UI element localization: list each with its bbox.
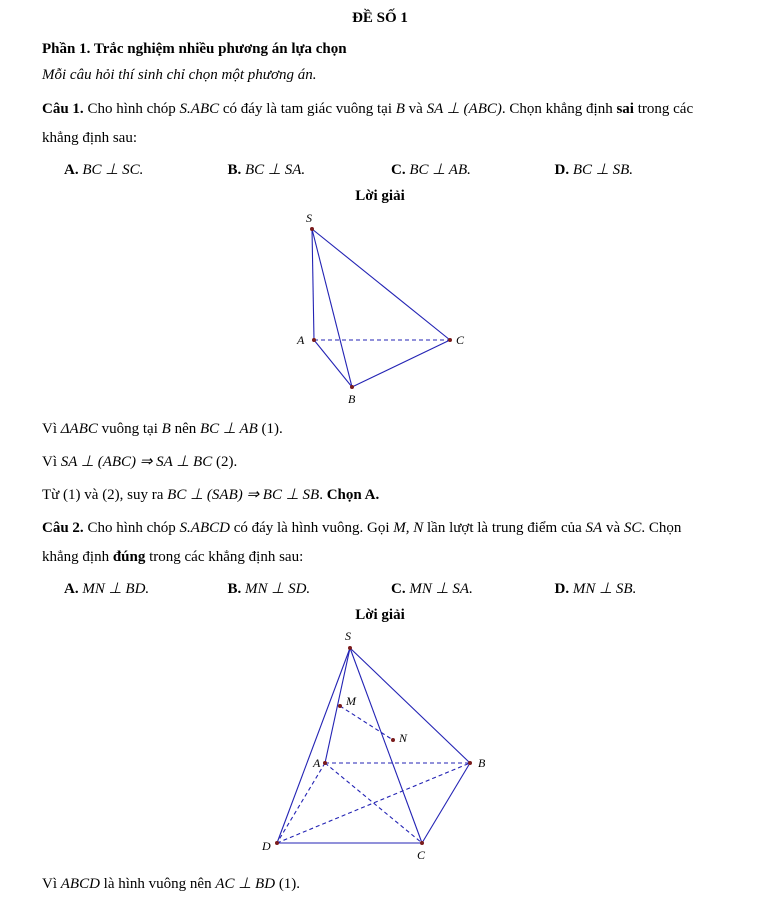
text-run: Vì: [42, 454, 61, 470]
text-run: và: [602, 520, 624, 536]
math-run: ΔABC: [60, 421, 98, 437]
text-run: (2).: [212, 454, 238, 470]
q1-stem: [42, 95, 718, 153]
vertex-label-s: S: [306, 211, 312, 225]
option-letter: B.: [227, 581, 246, 597]
emphasis-run: đúng: [112, 549, 146, 565]
edge-sa: [312, 229, 314, 340]
option-math: BC ⊥ SC.: [82, 162, 144, 178]
vertex-dot-b: [468, 761, 472, 765]
vertex-label-s: S: [345, 629, 351, 643]
text-run: nên: [170, 421, 200, 437]
q2-stem: [42, 514, 718, 572]
math-run: B: [161, 421, 171, 437]
vertex-dot-d: [275, 841, 279, 845]
q1-label: Câu 1.: [42, 101, 84, 117]
option-math: MN ⊥ SB.: [572, 581, 637, 597]
math-run: SA ⊥ (ABC): [426, 101, 502, 117]
text-run: Vì: [42, 876, 61, 892]
segment-mn: [340, 706, 393, 740]
option-letter: D.: [554, 162, 573, 178]
option-letter: D.: [554, 581, 573, 597]
text-run: Vì: [42, 421, 61, 437]
midpoint-dot-m: [338, 704, 342, 708]
q2-label: Câu 2.: [42, 520, 84, 536]
option-letter: C.: [391, 162, 410, 178]
page-title: ĐỀ SỐ 1: [352, 10, 408, 26]
text-run: vuông tại: [97, 421, 162, 437]
math-run: S.ABCD: [179, 520, 230, 536]
vertex-dot-c: [420, 841, 424, 845]
option-letter: A.: [64, 581, 83, 597]
text-run: (1).: [257, 421, 283, 437]
vertex-dot-a: [312, 338, 316, 342]
q1-option-d: [555, 156, 719, 185]
option-letter: C.: [391, 581, 410, 597]
q1-solution-line-2: [42, 448, 718, 477]
q2-solution-heading: Lời giải: [355, 607, 405, 623]
q1-option-a: [64, 156, 228, 185]
vertex-dot-c: [448, 338, 452, 342]
q1-figure-container: [42, 209, 718, 409]
instruction-text: Mỗi câu hỏi thí sinh chỉ chọn một phương án.: [42, 67, 317, 83]
text-run: lần lượt là trung điểm của: [423, 520, 586, 536]
midpoint-dot-n: [391, 738, 395, 742]
math-run: M, N: [393, 520, 424, 536]
vertex-label-a: A: [297, 333, 305, 347]
edge-sb: [350, 648, 470, 763]
math-run: ABCD: [60, 876, 100, 892]
q1-solution-line-3: [42, 481, 718, 510]
math-run: BC ⊥ AB: [199, 421, 258, 437]
text-run: . Chọn khẳng định: [501, 101, 617, 117]
vertex-label-c: C: [456, 333, 465, 347]
math-run: SC: [623, 520, 642, 536]
math-run: SA ⊥ (ABC) ⇒ SA ⊥ BC: [60, 454, 213, 470]
q1-figure: [250, 209, 510, 409]
option-math: BC ⊥ SA.: [245, 162, 306, 178]
vertex-label-d: D: [262, 839, 271, 853]
edge-bc: [422, 763, 470, 843]
option-letter: A.: [64, 162, 83, 178]
q1-solution-line-1: [42, 415, 718, 444]
q1-option-c: [391, 156, 555, 185]
text-run: Từ (1) và (2), suy ra: [42, 487, 168, 503]
math-run: SA: [585, 520, 603, 536]
text-run: trong các khẳng định sau:: [42, 101, 694, 146]
text-run: . Chọn khẳng định: [42, 520, 682, 565]
q1-options: [42, 156, 718, 185]
q2-options: [42, 575, 718, 604]
vertex-label-b: B: [348, 392, 356, 406]
text-run: có đáy là tam giác vuông tại: [219, 101, 396, 117]
option-math: MN ⊥ BD.: [82, 581, 150, 597]
text-run: Cho hình chóp: [83, 101, 180, 117]
text-run: là hình vuông nên: [99, 876, 216, 892]
text-run: có đáy là hình vuông. Gọi: [229, 520, 394, 536]
q2-option-a: [64, 575, 228, 604]
vertex-dot-s: [310, 227, 314, 231]
vertex-label-a: A: [313, 756, 321, 770]
q1-solution-heading: Lời giải: [355, 188, 405, 204]
answer-run: Chọn A.: [326, 487, 380, 503]
math-run: BC ⊥ (SAB) ⇒ BC ⊥ SB: [167, 487, 320, 503]
text-run: và: [404, 101, 427, 117]
option-math: BC ⊥ SB.: [572, 162, 633, 178]
option-math: MN ⊥ SD.: [245, 581, 311, 597]
edge-sd: [277, 648, 350, 843]
q2-figure: [260, 628, 500, 864]
option-math: MN ⊥ SA.: [409, 581, 473, 597]
math-run: AC ⊥ BD: [215, 876, 276, 892]
midpoint-label-n: N: [399, 731, 408, 745]
q2-option-d: [555, 575, 719, 604]
edge-sb: [312, 229, 352, 387]
q2-figure-container: [42, 628, 718, 864]
edge-ad-hidden: [277, 763, 325, 843]
option-math: BC ⊥ AB.: [409, 162, 471, 178]
vertex-label-b: B: [478, 756, 486, 770]
emphasis-run: sai: [616, 101, 634, 117]
math-run: S.ABC: [179, 101, 220, 117]
math-run: B: [395, 101, 405, 117]
edge-bc: [352, 340, 450, 387]
midpoint-label-m: M: [346, 694, 356, 708]
q2-solution-line-1: [42, 870, 718, 899]
edge-sc: [312, 229, 450, 340]
vertex-label-c: C: [417, 848, 426, 862]
vertex-dot-a: [323, 761, 327, 765]
text-run: .: [319, 487, 327, 503]
text-run: trong các khẳng định sau:: [145, 549, 304, 565]
diagonal-db-hidden: [277, 763, 470, 843]
vertex-dot-b: [350, 385, 354, 389]
option-letter: B.: [227, 162, 246, 178]
q1-option-b: [228, 156, 392, 185]
text-run: Cho hình chóp: [83, 520, 180, 536]
q2-option-c: [391, 575, 555, 604]
text-run: (1).: [275, 876, 301, 892]
part-heading: Phần 1. Trắc nghiệm nhiều phương án lựa chọn: [42, 41, 347, 57]
vertex-dot-s: [348, 646, 352, 650]
q2-option-b: [228, 575, 392, 604]
